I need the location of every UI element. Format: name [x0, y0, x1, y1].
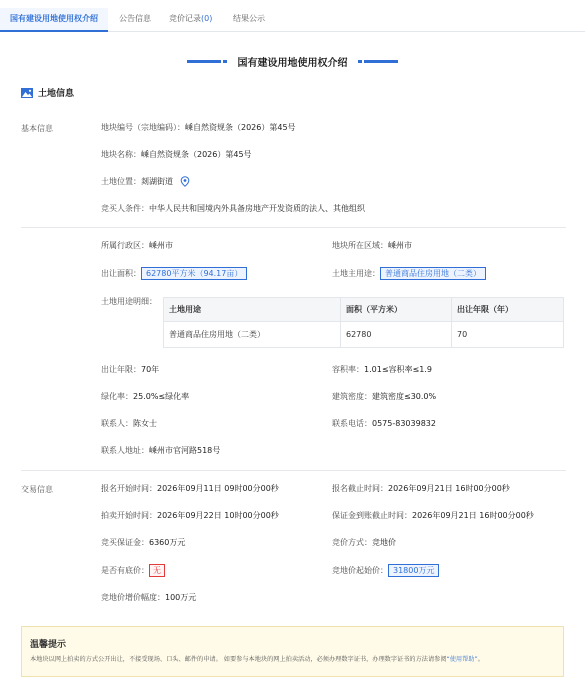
help-link[interactable]: “使用帮助” [446, 656, 478, 663]
page-title [0, 54, 585, 69]
field-deposit-deadline [332, 510, 534, 522]
field-label: 出让年限： [101, 365, 141, 374]
divider [21, 227, 566, 228]
tab-label: 结果公示 [233, 14, 265, 23]
field-value: 嵊自然资规条（2026）第45号 [185, 123, 296, 132]
field-label: 联系人： [101, 419, 133, 428]
field-area-region [332, 240, 412, 252]
divider [21, 470, 566, 471]
main-use-badge: 普通商品住房用地（二类） [380, 267, 486, 280]
field-value: 2026年09月11日 09时00分00秒 [157, 484, 279, 493]
field-start-price [332, 564, 439, 578]
group-label-basic: 基本信息 [21, 124, 53, 133]
field-label: 地块编号（宗地编码）： [101, 123, 185, 132]
field-value: 1.01≤容积率≤1.9 [364, 365, 432, 374]
field-label: 是否有底价： [101, 566, 149, 575]
field-value: 嵊州市官河路518号 [149, 446, 221, 455]
section-title: 土地信息 [38, 89, 75, 99]
field-label: 竞地价起始价： [332, 566, 388, 575]
tab-announcement[interactable] [119, 8, 159, 32]
field-label: 土地用途明细： [101, 297, 157, 306]
field-value: 建筑密度≤30.0% [372, 392, 437, 401]
field-label: 所属行政区： [101, 241, 149, 250]
tab-label: 竞价记录 [169, 14, 201, 23]
column-header: 面积（平方米） [341, 298, 452, 322]
field-value: 嵊州市 [149, 241, 173, 250]
field-parcel-no [101, 122, 296, 134]
field-value: 2026年09月22日 10时00分00秒 [157, 511, 279, 520]
field-location [101, 176, 190, 188]
land-use-table [163, 297, 564, 348]
column-header: 土地用途 [164, 298, 341, 322]
field-bid-method [332, 537, 396, 549]
field-main-use [332, 267, 486, 281]
title-deco-right [364, 60, 398, 63]
field-label: 出让面积： [101, 269, 141, 278]
field-value: 100万元 [165, 593, 197, 602]
field-value: 6360万元 [149, 538, 186, 547]
field-contact [101, 418, 157, 430]
column-header: 出让年限（年） [452, 298, 564, 322]
field-use-detail-label [101, 296, 157, 308]
tab-bid-records[interactable] [169, 8, 224, 32]
field-value: 剡湖街道 [141, 177, 173, 186]
map-pin-icon[interactable] [180, 176, 190, 187]
notice-title: 温馨提示 [30, 640, 67, 650]
notice-text: 本地块以网上拍卖的方式公开出让，不接受现场、口头、邮件的申请。 如要参与本地块的网上拍卖活动，必须办理数字证书，办理数字证书的方法请参阅 [30, 656, 447, 663]
field-value: 25.0%≤绿化率 [133, 392, 190, 401]
field-label: 绿化率： [101, 392, 133, 401]
field-label: 容积率： [332, 365, 364, 374]
field-label: 竞买保证金： [101, 538, 149, 547]
notice-box [21, 626, 564, 677]
field-reserve-price [101, 564, 165, 578]
field-label: 报名开始时间： [101, 484, 157, 493]
field-value: 竞地价 [372, 538, 396, 547]
notice-body [30, 654, 484, 663]
reserve-badge: 无 [149, 564, 165, 577]
field-phone [332, 418, 436, 430]
field-value: 陈女士 [133, 419, 157, 428]
field-green-ratio [101, 391, 189, 403]
table-cell: 70 [452, 322, 564, 348]
bid-count: (0) [201, 14, 213, 23]
field-value: 2026年09月21日 16时00分00秒 [412, 511, 534, 520]
field-label: 竞买人条件： [101, 204, 149, 213]
field-label: 保证金到账截止时间： [332, 511, 412, 520]
title-deco-left-dot [223, 60, 227, 63]
tab-result[interactable] [233, 8, 273, 32]
field-increment [101, 592, 196, 604]
table-cell: 普通商品住房用地（二类） [164, 322, 341, 348]
field-value: 嵊州市 [388, 241, 412, 250]
field-parcel-name [101, 149, 252, 161]
page-title-text: 国有建设用地使用权介绍 [237, 58, 348, 69]
field-label: 土地位置： [101, 177, 141, 186]
field-label: 报名截止时间： [332, 484, 388, 493]
field-label: 地块所在区域： [332, 241, 388, 250]
field-reg-end [332, 483, 510, 495]
notice-tail: 。 [477, 656, 484, 663]
field-contact-address [101, 445, 220, 457]
field-reg-start [101, 483, 279, 495]
sale-area-badge: 62780平方米（94.17亩） [141, 267, 247, 280]
field-auction-start [101, 510, 279, 522]
field-value: 2026年09月21日 16时00分00秒 [388, 484, 510, 493]
field-value: 0575-83039832 [372, 419, 436, 428]
field-value: 中华人民共和国境内外具备房地产开发资质的法人、其他组织 [149, 204, 365, 213]
table-header-row [164, 298, 564, 322]
field-value: 70年 [141, 365, 160, 374]
field-sale-area [101, 267, 247, 281]
field-label: 竞地价增价幅度： [101, 593, 165, 602]
title-deco-left [187, 60, 221, 63]
field-far [332, 364, 432, 376]
field-bidder-conditions [101, 203, 365, 215]
tab-label: 国有建设用地使用权介绍 [10, 14, 98, 23]
table-row [164, 322, 564, 348]
group-label-trade: 交易信息 [21, 485, 53, 494]
field-building-density [332, 391, 436, 403]
field-label: 土地主用途： [332, 269, 380, 278]
field-label: 拍卖开始时间： [101, 511, 157, 520]
field-label: 竞价方式： [332, 538, 372, 547]
field-label: 联系电话： [332, 419, 372, 428]
tab-bar [0, 8, 585, 32]
tab-land-intro[interactable] [0, 8, 108, 32]
tab-label: 公告信息 [119, 14, 151, 23]
start-price-badge: 31800万元 [388, 564, 439, 577]
field-district [101, 240, 173, 252]
land-image-icon [21, 88, 33, 98]
field-label: 地块名称： [101, 150, 141, 159]
title-deco-right-dot [358, 60, 362, 63]
field-deposit [101, 537, 185, 549]
field-label: 建筑密度： [332, 392, 372, 401]
field-label: 联系人地址： [101, 446, 149, 455]
field-term [101, 364, 159, 376]
table-cell: 62780 [341, 322, 452, 348]
field-value: 嵊自然资规条（2026）第45号 [141, 150, 252, 159]
